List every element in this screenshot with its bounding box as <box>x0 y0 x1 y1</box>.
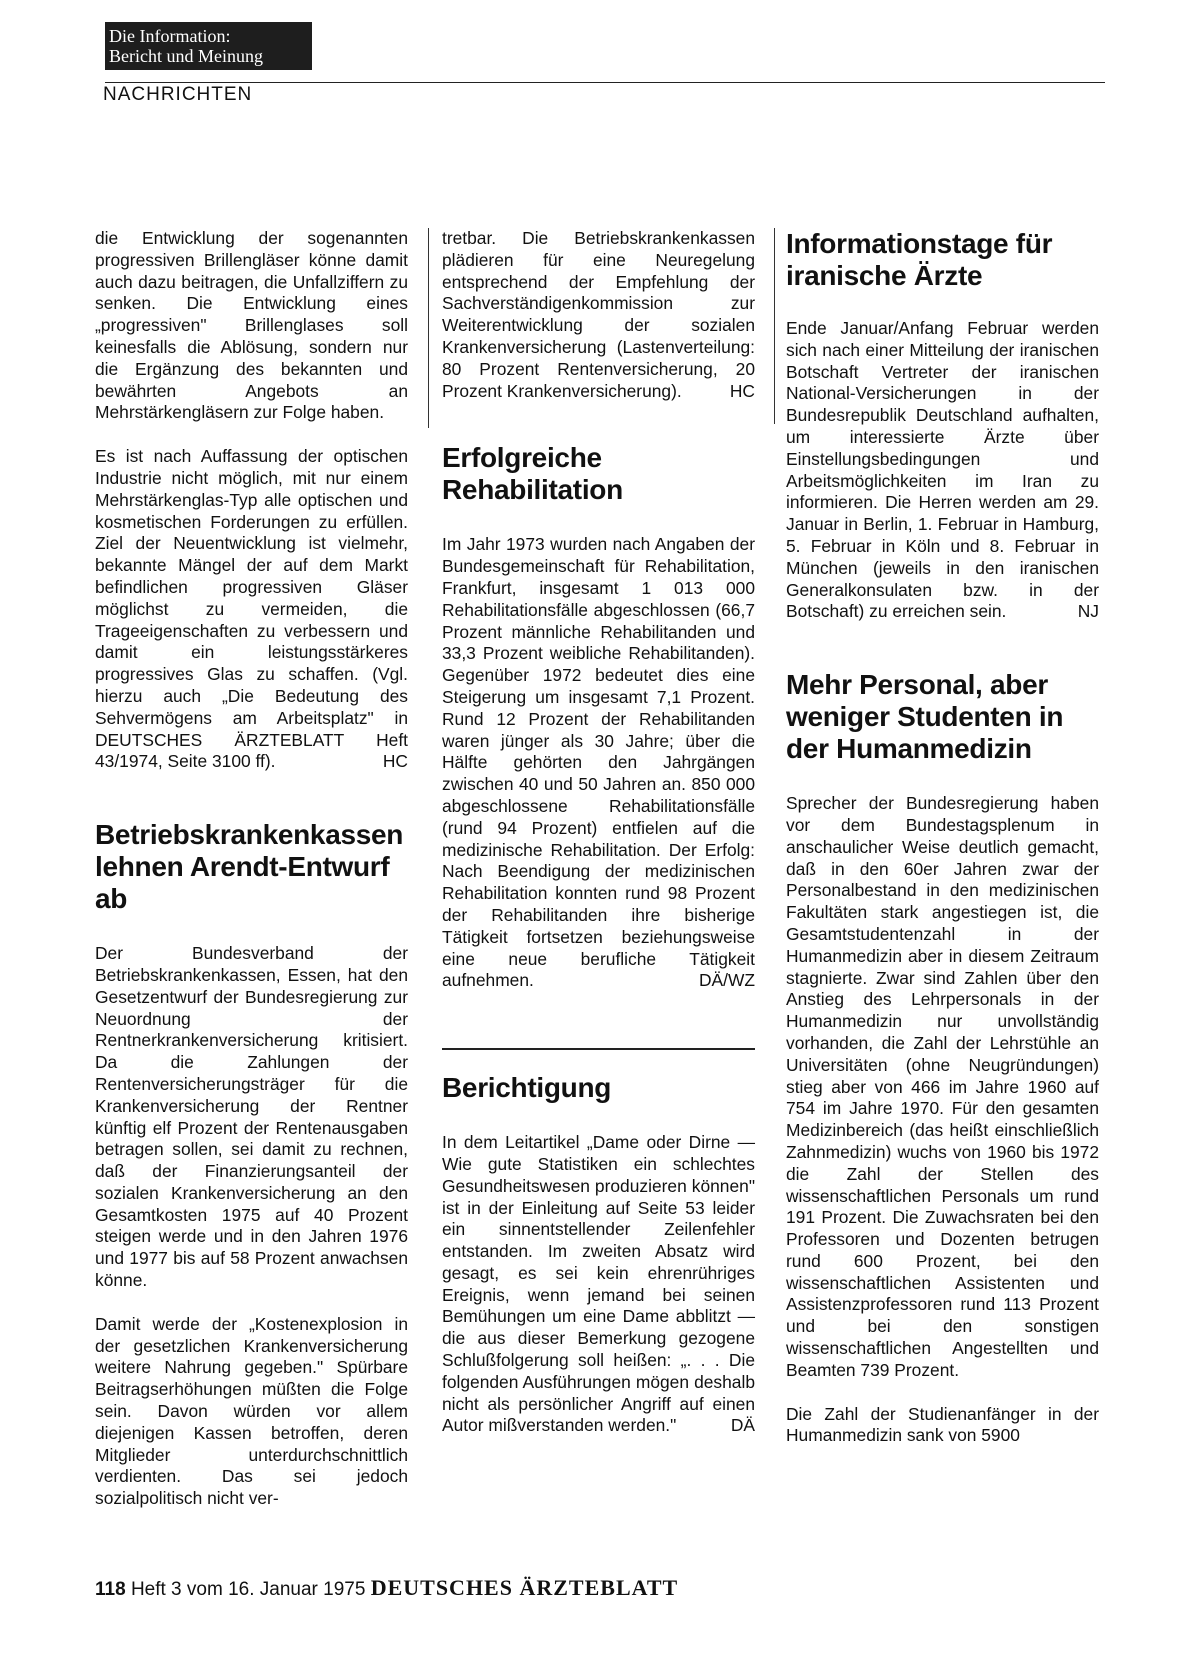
author-signature: NJ <box>1077 601 1099 622</box>
paragraph: die Entwicklung der sogenannten progressiven Brillengläser könne damit auch dazu beitragen, die Unfallziffern zu senken. Die Entwicklung eines „progressiven" Brillenglases soll keinesfalls die Ablösung, sondern nur die Ergänzung des bekannten und bewährten Angebots an Mehrstärkengläsern zur Folge haben. <box>95 228 408 423</box>
paragraph: Der Bundesverband der Betriebskrankenkassen, Essen, hat den Gesetzentwurf der Bundesregierung zur Neuordnung der Rentnerkrankenversicherung kritisiert. Da die Zahlungen der Rentenversicherungsträger für die Krankenversicherung der Rentner künftig elf Prozent der Rentenausgaben betragen sollen, sei damit zu rechnen, daß der Finanzierungsanteil der sozialen Krankenversicherung an den Gesamtkosten 1975 auf 40 Prozent steigen werde und in den Jahren 1976 und 1977 bis auf 58 Prozent anwachsen könne. <box>95 943 408 1291</box>
article-iran <box>786 228 1099 292</box>
paragraph <box>442 534 755 992</box>
paragraph: Sprecher der Bundesregierung haben vor dem Bundestagsplenum in anschaulicher Weise deutlich gemacht, daß in den 60er Jahren zwar der Personalbestand in den medizinischen Fakultäten stark angestiegen ist, die Gesamtstudentenzahl in der Humanmedizin aber in diesem Zeitraum stagnierte. Zwar sind Zahlen über den Anstieg des Lehrpersonals in der Humanmedizin nur unvollständig vorhanden, die Zahl der Lehrstühle an Universitäten (ohne Neugründungen) stieg aber von 466 im Jahre 1960 auf 754 im Jahre 1970. Für den gesamten Medizinbereich (das heißt einschließlich Zahnmedizin) wuchs von 1960 bis 1972 die Zahl der Stellen des wissenschaftlichen Personals um rund 191 Prozent. Die Zuwachsraten bei den Professoren und Dozenten betrugen rund 600 Prozent, bei den wissenschaftlichen Assistenten und Assistenzprofessoren rund 113 Prozent und bei den sonstigen wissenschaftlichen Angestellten und Beamten 739 Prozent. <box>786 793 1099 1380</box>
paragraph <box>95 446 408 773</box>
badge-line-2: Bericht und Meinung <box>109 46 263 66</box>
badge-line-1: Die Information: <box>109 26 231 46</box>
issue-info: Heft 3 vom 16. Januar 1975 <box>130 1579 366 1600</box>
article-headline: Betriebskrankenkassen lehnen Arendt-Entwurf ab <box>95 819 404 915</box>
article-headline: Mehr Personal, aber weniger Studenten in der Humanmedizin <box>786 669 1064 765</box>
paragraph-text: Ende Januar/Anfang Februar werden sich nach einer Mitteilung der iranischen Botschaft Vertreter der iranischen National-Versicherungen in der Bundesrepublik Deutschland aufhalten, um interessierte Ärzte über Einstellungsbedingungen und Arbeitsmöglichkeiten im Iran zu informieren. Die Herren werden am 29. Januar in Berlin, 1. Februar in Hamburg, 5. Februar in Köln und 8. Februar in München (jeweils in den iranischen Generalkonsulaten bzw. in der Botschaft) zu erreichen sein. <box>786 318 1099 622</box>
article-headline: Berichtigung <box>442 1072 612 1104</box>
author-signature: HC <box>382 751 408 772</box>
paragraph <box>786 318 1099 623</box>
paragraph-text: Es ist nach Auffassung der optischen Industrie nicht möglich, mit nur einem Mehrstärkenglas-Typ alle optischen und kosmetischen Forderungen zu erfüllen. Ziel der Neuentwicklung ist vielmehr, bekannte Mängel der auf dem Markt befindlichen progressiven Gläser möglichst zu vermeiden, die Trageeigenschaften zu verbessern und damit ein leistungsstärkeres progressives Glas zu schaffen. (Vgl. hierzu auch „Die Bedeutung des Sehvermögens am Arbeitsplatz" in DEUTSCHES ÄRZTEBLATT Heft 43/1974, Seite 3100 ff). <box>95 446 408 772</box>
article-headline: Informationstage für iranische Ärzte <box>786 228 1053 291</box>
paragraph: Die Zahl der Studienanfänger in der Humanmedizin sank von 5900 <box>786 1403 1099 1446</box>
paragraph-text: Im Jahr 1973 wurden nach Angaben der Bundesgemeinschaft für Rehabilitation, Frankfurt, insgesamt 1 013 000 Rehabilitationsfälle abgeschlossen (66,7 Prozent männliche Rehabilitanden und 33,3 Prozent weibliche Rehabilitanden). Gegenüber 1972 bedeutet dies eine Steigerung um insgesamt 7,1 Prozent. Rund 12 Prozent der Rehabilitanden waren jünger als 30 Jahre; über die Hälfte gehörten den Jahrgängen zwischen 40 und 50 Jahren an. 850 000 abgeschlossene Rehabilitationsfälle (rund 94 Prozent) entfielen auf die medizinische Rehabilitation. Der Erfolg: Nach Beendigung der medizinischen Rehabilitation konnten rund 98 Prozent der Rehabilitanden ihre bisherige Tätigkeit fortsetzen beziehungsweise eine neue berufliche Tätigkeit aufnehmen. <box>442 534 755 991</box>
header-rule <box>105 82 1105 83</box>
section-rule <box>442 1048 755 1050</box>
paragraph: Damit werde der „Kostenexplosion in der gesetzlichen Krankenversicherung weitere Nahrung gegeben." Spürbare Beitragserhöhungen müßten die Folge sein. Davon würden vor allem diejenigen Kassen betroffen, deren Mitglieder unterdurchschnittlich verdienten. Das sei jedoch sozialpolitisch nicht ver- <box>95 1313 408 1509</box>
section-label: NACHRICHTEN <box>103 84 253 105</box>
paragraph <box>442 228 755 402</box>
author-signature: DÄ/WZ <box>698 970 755 991</box>
magazine-title: DEUTSCHES ÄRZTEBLATT <box>370 1575 679 1600</box>
page-footer <box>95 1575 678 1601</box>
page-number: 118 <box>95 1579 126 1600</box>
column-3 <box>786 228 1099 1447</box>
section-badge <box>105 22 312 70</box>
column-divider-1 <box>428 228 429 428</box>
column-2 <box>442 228 755 1437</box>
paragraph-text: tretbar. Die Betriebskrankenkassen plädieren für eine Neuregelung entsprechend der Empfehlung der Sachverständigenkommission zur Weiterentwicklung der sozialen Krankenversicherung (Lastenverteilung: 80 Prozent Rentenversicherung, 20 Prozent Krankenversicherung). <box>442 228 755 401</box>
article-betriebskrankenkassen <box>95 819 408 915</box>
column-1 <box>95 228 408 1510</box>
column-divider-2 <box>774 228 775 424</box>
article-personal <box>786 669 1099 765</box>
author-signature: HC <box>729 380 755 401</box>
article-rehabilitation <box>442 442 755 506</box>
paragraph <box>442 1132 755 1437</box>
paragraph-text: In dem Leitartikel „Dame oder Dirne — Wie gute Statistiken ein schlechtes Gesundheitswesen produzieren können" ist in der Einleitung auf Seite 53 leider ein sinnentstellender Zeilenfehler entstanden. Im zweiten Absatz wird gesagt, es sei kein ehrenrühriges Ereignis, wenn jemand bei seinen Bemühungen um eine Dame abblitzt — die aus dieser Bemerkung gezogene Schlußfolgerung soll heißen: „. . . Die folgenden Ausführungen mögen deshalb nicht als persönlicher Angriff auf einen Autor mißverstanden werden." <box>442 1132 755 1436</box>
author-signature: DÄ <box>730 1415 755 1436</box>
article-headline: Erfolgreiche Rehabilitation <box>442 442 623 506</box>
article-berichtigung <box>442 1072 755 1104</box>
